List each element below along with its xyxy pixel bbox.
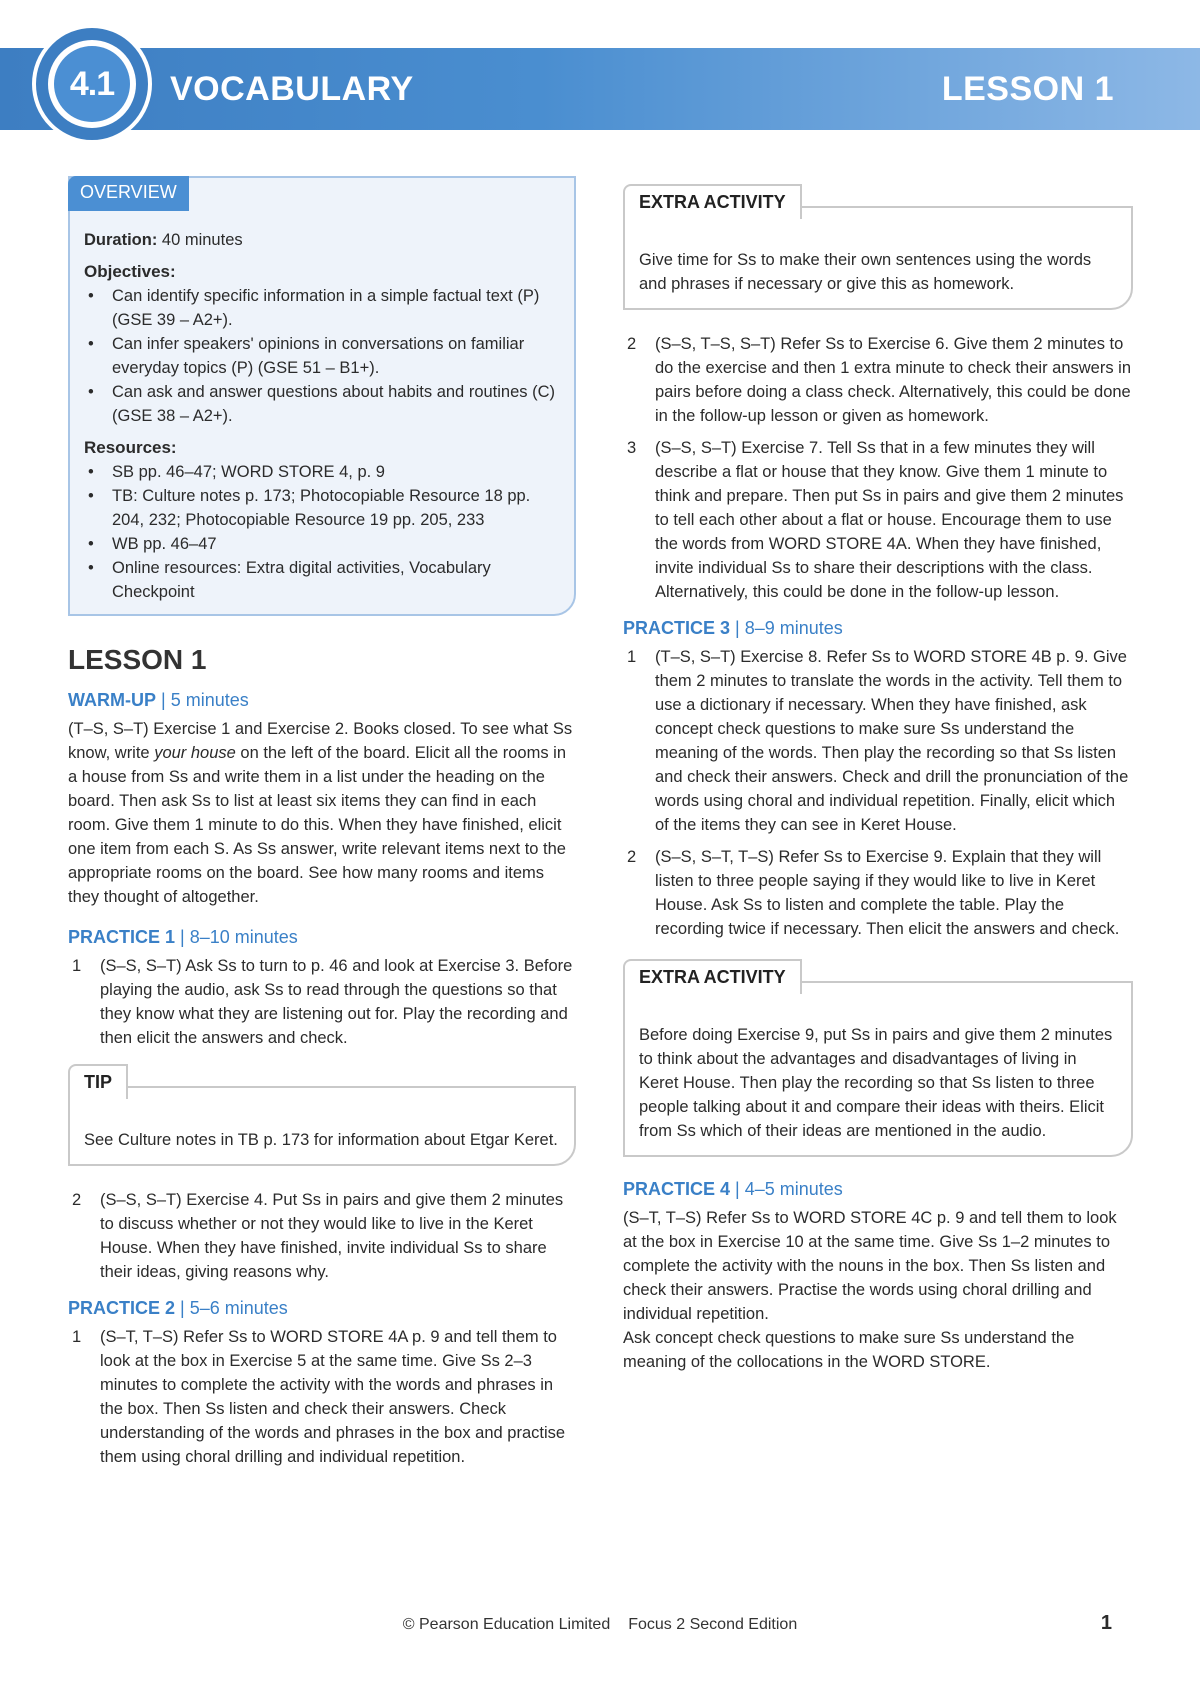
resource-item: • TB: Culture notes p. 173; Photocopiable Resource 18 pp. 204, 232; Photocopiable Resource 19 pp. 205, 233 — [84, 484, 560, 532]
item-number: 2 — [627, 335, 637, 353]
practice2-label: PRACTICE 2 — [68, 1298, 176, 1318]
extra-activity-tab: EXTRA ACTIVITY — [623, 184, 802, 219]
lesson-badge — [32, 24, 152, 144]
overview-box — [68, 176, 576, 616]
practice4-time: | 4–5 minutes — [735, 1179, 843, 1199]
lesson-label: LESSON 1 — [941, 70, 1114, 108]
item-number: 1 — [72, 1328, 82, 1346]
tip-box — [68, 1072, 576, 1166]
practice1-heading — [68, 927, 576, 948]
practice3-time: | 8–9 minutes — [735, 618, 843, 638]
warmup-heading — [68, 690, 576, 711]
right-column — [623, 190, 1133, 1374]
item-number: 1 — [72, 957, 82, 975]
warmup-text-part: on the left of the board. Elicit all the rooms in a house from Ss and write them in a list under the heading on the board. Then ask Ss to list at least six items they can find in each room. Give them 1 minute to do this. When they have finished, elicit one item from each S. As Ss answer, write relevant items next to the appropriate rooms on the board. See how many rooms and items they thought of altogether. — [68, 744, 567, 906]
footer-copyright: © Pearson Education Limited — [402, 1616, 611, 1633]
item-text: (S–S, T–S, S–T) Refer Ss to Exercise 6. Give them 2 minutes to do the exercise and then 1 extra minute to check their answers in pairs before doing a class check. Alternatively, this could be done in the follow-up lesson or given as homework. — [655, 335, 1132, 425]
practice1-item — [68, 1188, 576, 1284]
resource-item: • SB pp. 46–47; WORD STORE 4, p. 9 — [84, 460, 560, 484]
lesson-heading: LESSON 1 — [68, 644, 207, 675]
item-text: (S–S, S–T) Ask Ss to turn to p. 46 and look at Exercise 3. Before playing the audio, ask Ss to read through the questions so that they know what they are listening out for. Play the recording and then elicit the answers and check. — [100, 957, 573, 1047]
warmup-label: WARM-UP — [68, 690, 156, 710]
extra-activity-box — [623, 192, 1133, 310]
item-number: 2 — [627, 848, 637, 866]
duration-line — [84, 228, 560, 252]
practice4-heading — [623, 1179, 1133, 1200]
warmup-text-italic: your house — [154, 744, 236, 762]
warmup-text-part: (T–S, S–T) Exercise 1 and Exercise 2. Books closed. To see what Ss know, write — [68, 720, 573, 762]
practice3-label: PRACTICE 3 — [623, 618, 731, 638]
footer-book-title: Focus 2 Second Edition — [628, 1616, 798, 1633]
footer — [0, 1616, 1200, 1634]
resource-item: • Online resources: Extra digital activities, Vocabulary Checkpoint — [84, 556, 560, 604]
practice2-item — [68, 1325, 576, 1469]
warmup-time: | 5 minutes — [161, 690, 249, 710]
lesson-badge-number: 4.1 — [54, 46, 130, 122]
extra-activity-tab: EXTRA ACTIVITY — [623, 959, 802, 994]
overview-tab: OVERVIEW — [68, 176, 189, 211]
item-text: (T–S, S–T) Exercise 8. Refer Ss to WORD STORE 4B p. 9. Give them 2 minutes to translate the words in the activity. Tell them to use a dictionary if necessary. When they have finished, ask concept check questions to make sure Ss understand the meaning of the words. Then play the recording so that Ss listen and check their answers. Check and drill the pronunciation of the words using choral and individual repetition. Finally, elicit which of the items they can see in Keret House. — [655, 648, 1129, 834]
extra-activity-box — [623, 967, 1133, 1157]
resource-item: • WB pp. 46–47 — [84, 532, 560, 556]
practice4-text: (S–T, T–S) Refer Ss to WORD STORE 4C p. 9 and tell them to look at the box in Exercise 10 at the same time. Give Ss 1–2 minutes to complete the activity with the nouns in the box. Then Ss listen and check their answers. Practise the words using choral drilling and individual repetition. — [623, 1209, 1117, 1323]
section-title: VOCABULARY — [170, 70, 414, 108]
practice2-heading — [68, 1298, 576, 1319]
objective-item: • Can ask and answer questions about habits and routines (C) (GSE 38 – A2+). — [84, 380, 560, 428]
item-number: 2 — [72, 1191, 82, 1209]
practice1-label: PRACTICE 1 — [68, 927, 176, 947]
resources-list — [84, 460, 560, 604]
objectives-list — [84, 284, 560, 428]
item-text: (S–S, S–T) Exercise 7. Tell Ss that in a few minutes they will describe a flat or house that they know. Give them 1 minute to think and prepare. Then put Ss in pairs and give them 2 minutes to tell each other about a flat or house. Encourage them to use the words from WORD STORE 4A. When they have finished, invite individual Ss to share their descriptions with the class. Alternatively, this could be done in the follow-up lesson. — [655, 439, 1124, 601]
tip-tab: TIP — [68, 1064, 128, 1099]
practice3-item — [623, 845, 1133, 941]
practice1-item — [68, 954, 576, 1050]
left-column — [68, 176, 576, 1477]
item-number: 1 — [627, 648, 637, 666]
practice3-item — [623, 645, 1133, 837]
warmup-text — [68, 717, 576, 909]
objectives-heading: Objectives: — [84, 262, 176, 281]
practice4-text: Ask concept check questions to make sure Ss understand the meaning of the collocations in the WORD STORE. — [623, 1329, 1075, 1371]
duration-label: Duration: — [84, 231, 158, 249]
practice2-item — [623, 332, 1133, 428]
practice2-time: | 5–6 minutes — [180, 1298, 288, 1318]
practice2-item — [623, 436, 1133, 604]
item-text: (S–S, S–T) Exercise 4. Put Ss in pairs and give them 2 minutes to discuss whether or not they would like to live in the Keret House. When they have finished, invite individual Ss to share their ideas, giving reasons why. — [100, 1191, 564, 1281]
item-number: 3 — [627, 439, 637, 457]
objective-item: • Can infer speakers' opinions in conversations on familiar everyday topics (P) (GSE 51 – B1+). — [84, 332, 560, 380]
item-text: (S–T, T–S) Refer Ss to WORD STORE 4A p. 9 and tell them to look at the box in Exercise 5 at the same time. Give Ss 2–3 minutes to complete the activity with the words and phrases in the box. Then Ss listen and check their answers. Check understanding of the words and phrases in the box and practise them using choral drilling and individual repetition. — [100, 1328, 566, 1466]
item-text: (S–S, S–T, T–S) Refer Ss to Exercise 9. Explain that they will listen to three people saying if they would like to live in Keret House. Ask Ss to listen and complete the table. Play the recording twice if necessary. Then elicit the answers and check. — [655, 848, 1120, 938]
objective-item: • Can identify specific information in a simple factual text (P) (GSE 39 – A2+). — [84, 284, 560, 332]
page-number: 1 — [1100, 1612, 1112, 1634]
practice3-heading — [623, 618, 1133, 639]
resources-heading: Resources: — [84, 438, 177, 457]
practice4-label: PRACTICE 4 — [623, 1179, 731, 1199]
duration-value: 40 minutes — [157, 231, 243, 249]
extra-activity-text: Give time for Ss to make their own sentences using the words and phrases if necessary or give this as homework. — [639, 251, 1092, 293]
tip-text: See Culture notes in TB p. 173 for information about Etgar Keret. — [84, 1131, 558, 1149]
extra-activity-text: Before doing Exercise 9, put Ss in pairs and give them 2 minutes to think about the advantages and disadvantages of living in Keret House. Then play the recording so that Ss listen to three people talking about it and compare their ideas with theirs. Elicit from Ss which of their ideas are mentioned in the audio. — [639, 1026, 1113, 1140]
practice1-time: | 8–10 minutes — [180, 927, 298, 947]
